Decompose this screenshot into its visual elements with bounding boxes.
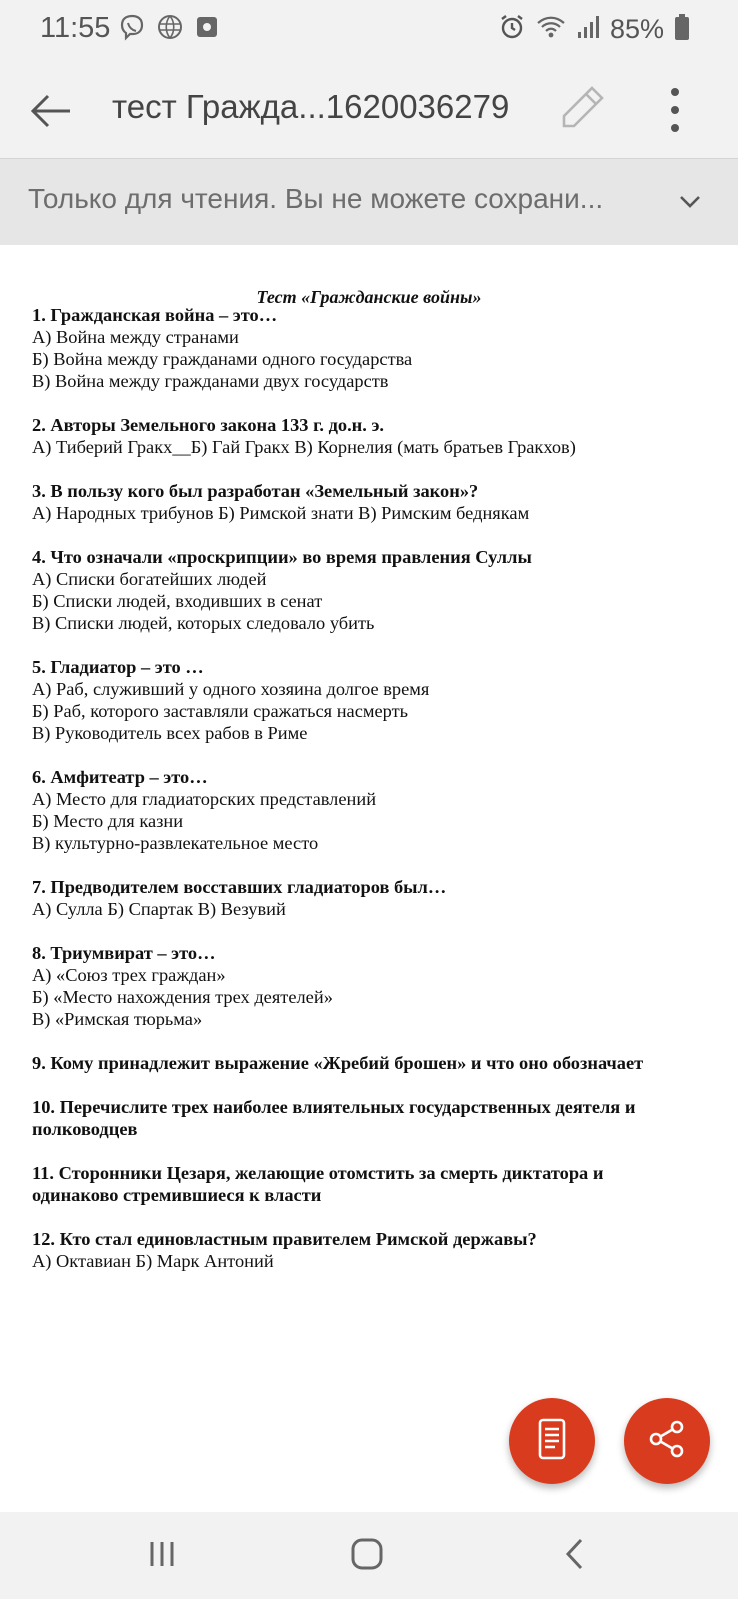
pencil-icon bbox=[558, 121, 608, 138]
battery-icon bbox=[674, 13, 690, 46]
answer-line: А) Тиберий Гракх__Б) Гай Гракх В) Корнелия (мать братьев Гракхов) bbox=[32, 437, 576, 457]
question-line: 4. Что означали «проскрипции» во время правления Суллы bbox=[32, 547, 532, 567]
answer-line: Б) Место для казни bbox=[32, 811, 184, 831]
question-line: 10. Перечислите трех наиболее влиятельных государственных деятеля и bbox=[32, 1097, 636, 1117]
banner-text: Только для чтения. Вы не можете сохрани... bbox=[28, 183, 604, 214]
question-line: 7. Предводителем восставших гладиаторов был… bbox=[32, 877, 447, 897]
back-arrow-icon bbox=[28, 121, 74, 138]
question-line: 12. Кто стал единовластным правителем Римской державы? bbox=[32, 1229, 537, 1249]
back-button[interactable] bbox=[28, 88, 74, 134]
recent-apps-icon bbox=[147, 1539, 177, 1574]
recent-apps-button[interactable] bbox=[140, 1534, 184, 1578]
navigation-bar bbox=[0, 1512, 738, 1599]
answer-line: В) Списки людей, которых следовало убить bbox=[32, 613, 375, 633]
alarm-icon bbox=[498, 13, 526, 46]
edit-button[interactable] bbox=[558, 82, 608, 134]
answer-line: А) Списки богатейших людей bbox=[32, 569, 267, 589]
test-title: Тест «Гражданские войны» bbox=[256, 287, 482, 307]
answer-line: Б) Раб, которого заставляли сражаться насмерть bbox=[32, 701, 409, 721]
answer-line: В) «Римская тюрьма» bbox=[32, 1009, 203, 1029]
share-button[interactable] bbox=[624, 1398, 710, 1484]
viber-icon bbox=[118, 13, 146, 46]
app-bar bbox=[0, 62, 738, 158]
question-line: 11. Сторонники Цезаря, желающие отомстить за смерть диктатора и bbox=[32, 1163, 604, 1183]
answer-line: Б) «Место нахождения трех деятелей» bbox=[32, 987, 333, 1007]
answer-line: В) Война между гражданами двух государств bbox=[32, 371, 389, 391]
question-line: 2. Авторы Земельного закона 133 г. до.н. э. bbox=[32, 415, 385, 435]
status-left-icons bbox=[118, 14, 220, 44]
answer-line: А) Октавиан Б) Марк Антоний bbox=[32, 1251, 274, 1271]
home-icon bbox=[350, 1537, 384, 1576]
question-line: 9. Кому принадлежит выражение «Жребий брошен» и что оно обозначает bbox=[32, 1053, 644, 1073]
battery-percent: 85% bbox=[609, 13, 664, 44]
question-line: одинаково стремившиеся к власти bbox=[32, 1185, 322, 1205]
notes-icon bbox=[532, 1417, 572, 1466]
answer-line: А) Война между странами bbox=[32, 327, 239, 347]
status-time: 11:55 bbox=[40, 12, 111, 44]
question-line: 6. Амфитеатр – это… bbox=[32, 767, 208, 787]
more-options-button[interactable] bbox=[664, 84, 686, 136]
signal-icon bbox=[576, 14, 600, 45]
document-title: тест Гражда...1620036279 bbox=[112, 88, 510, 125]
question-line: полководцев bbox=[32, 1119, 138, 1139]
notification-square-icon bbox=[194, 14, 220, 45]
question-line: 3. В пользу кого был разработан «Земельный закон»? bbox=[32, 481, 479, 501]
home-button[interactable] bbox=[345, 1534, 389, 1578]
answer-line: В) Руководитель всех рабов в Риме bbox=[32, 723, 308, 743]
answer-line: Б) Война между гражданами одного государства bbox=[32, 349, 413, 369]
status-right-icons bbox=[498, 12, 690, 46]
question-line: 1. Гражданская война – это… bbox=[32, 305, 278, 325]
answer-line: В) культурно-развлекательное место bbox=[32, 833, 319, 853]
more-vertical-icon bbox=[664, 123, 686, 140]
back-nav-button[interactable] bbox=[553, 1534, 597, 1578]
question-line: 8. Триумвират – это… bbox=[32, 943, 216, 963]
share-icon bbox=[646, 1418, 688, 1465]
back-icon bbox=[563, 1537, 587, 1576]
chevron-down-icon[interactable] bbox=[676, 187, 704, 215]
answer-line: А) «Союз трех граждан» bbox=[32, 965, 226, 985]
answer-line: А) Место для гладиаторских представлений bbox=[32, 789, 377, 809]
status-bar bbox=[0, 0, 738, 62]
answer-line: Б) Списки людей, входивших в сенат bbox=[32, 591, 323, 611]
answer-line: А) Народных трибунов Б) Римской знати В) Римским беднякам bbox=[32, 503, 530, 523]
answer-line: А) Сулла Б) Спартак В) Везувий bbox=[32, 899, 286, 919]
answer-line: А) Раб, служивший у одного хозяина долгое время bbox=[32, 679, 430, 699]
globe-icon bbox=[156, 13, 184, 46]
notes-button[interactable] bbox=[509, 1398, 595, 1484]
read-only-banner[interactable] bbox=[0, 158, 738, 246]
question-line: 5. Гладиатор – это … bbox=[32, 657, 204, 677]
wifi-icon bbox=[536, 14, 566, 45]
